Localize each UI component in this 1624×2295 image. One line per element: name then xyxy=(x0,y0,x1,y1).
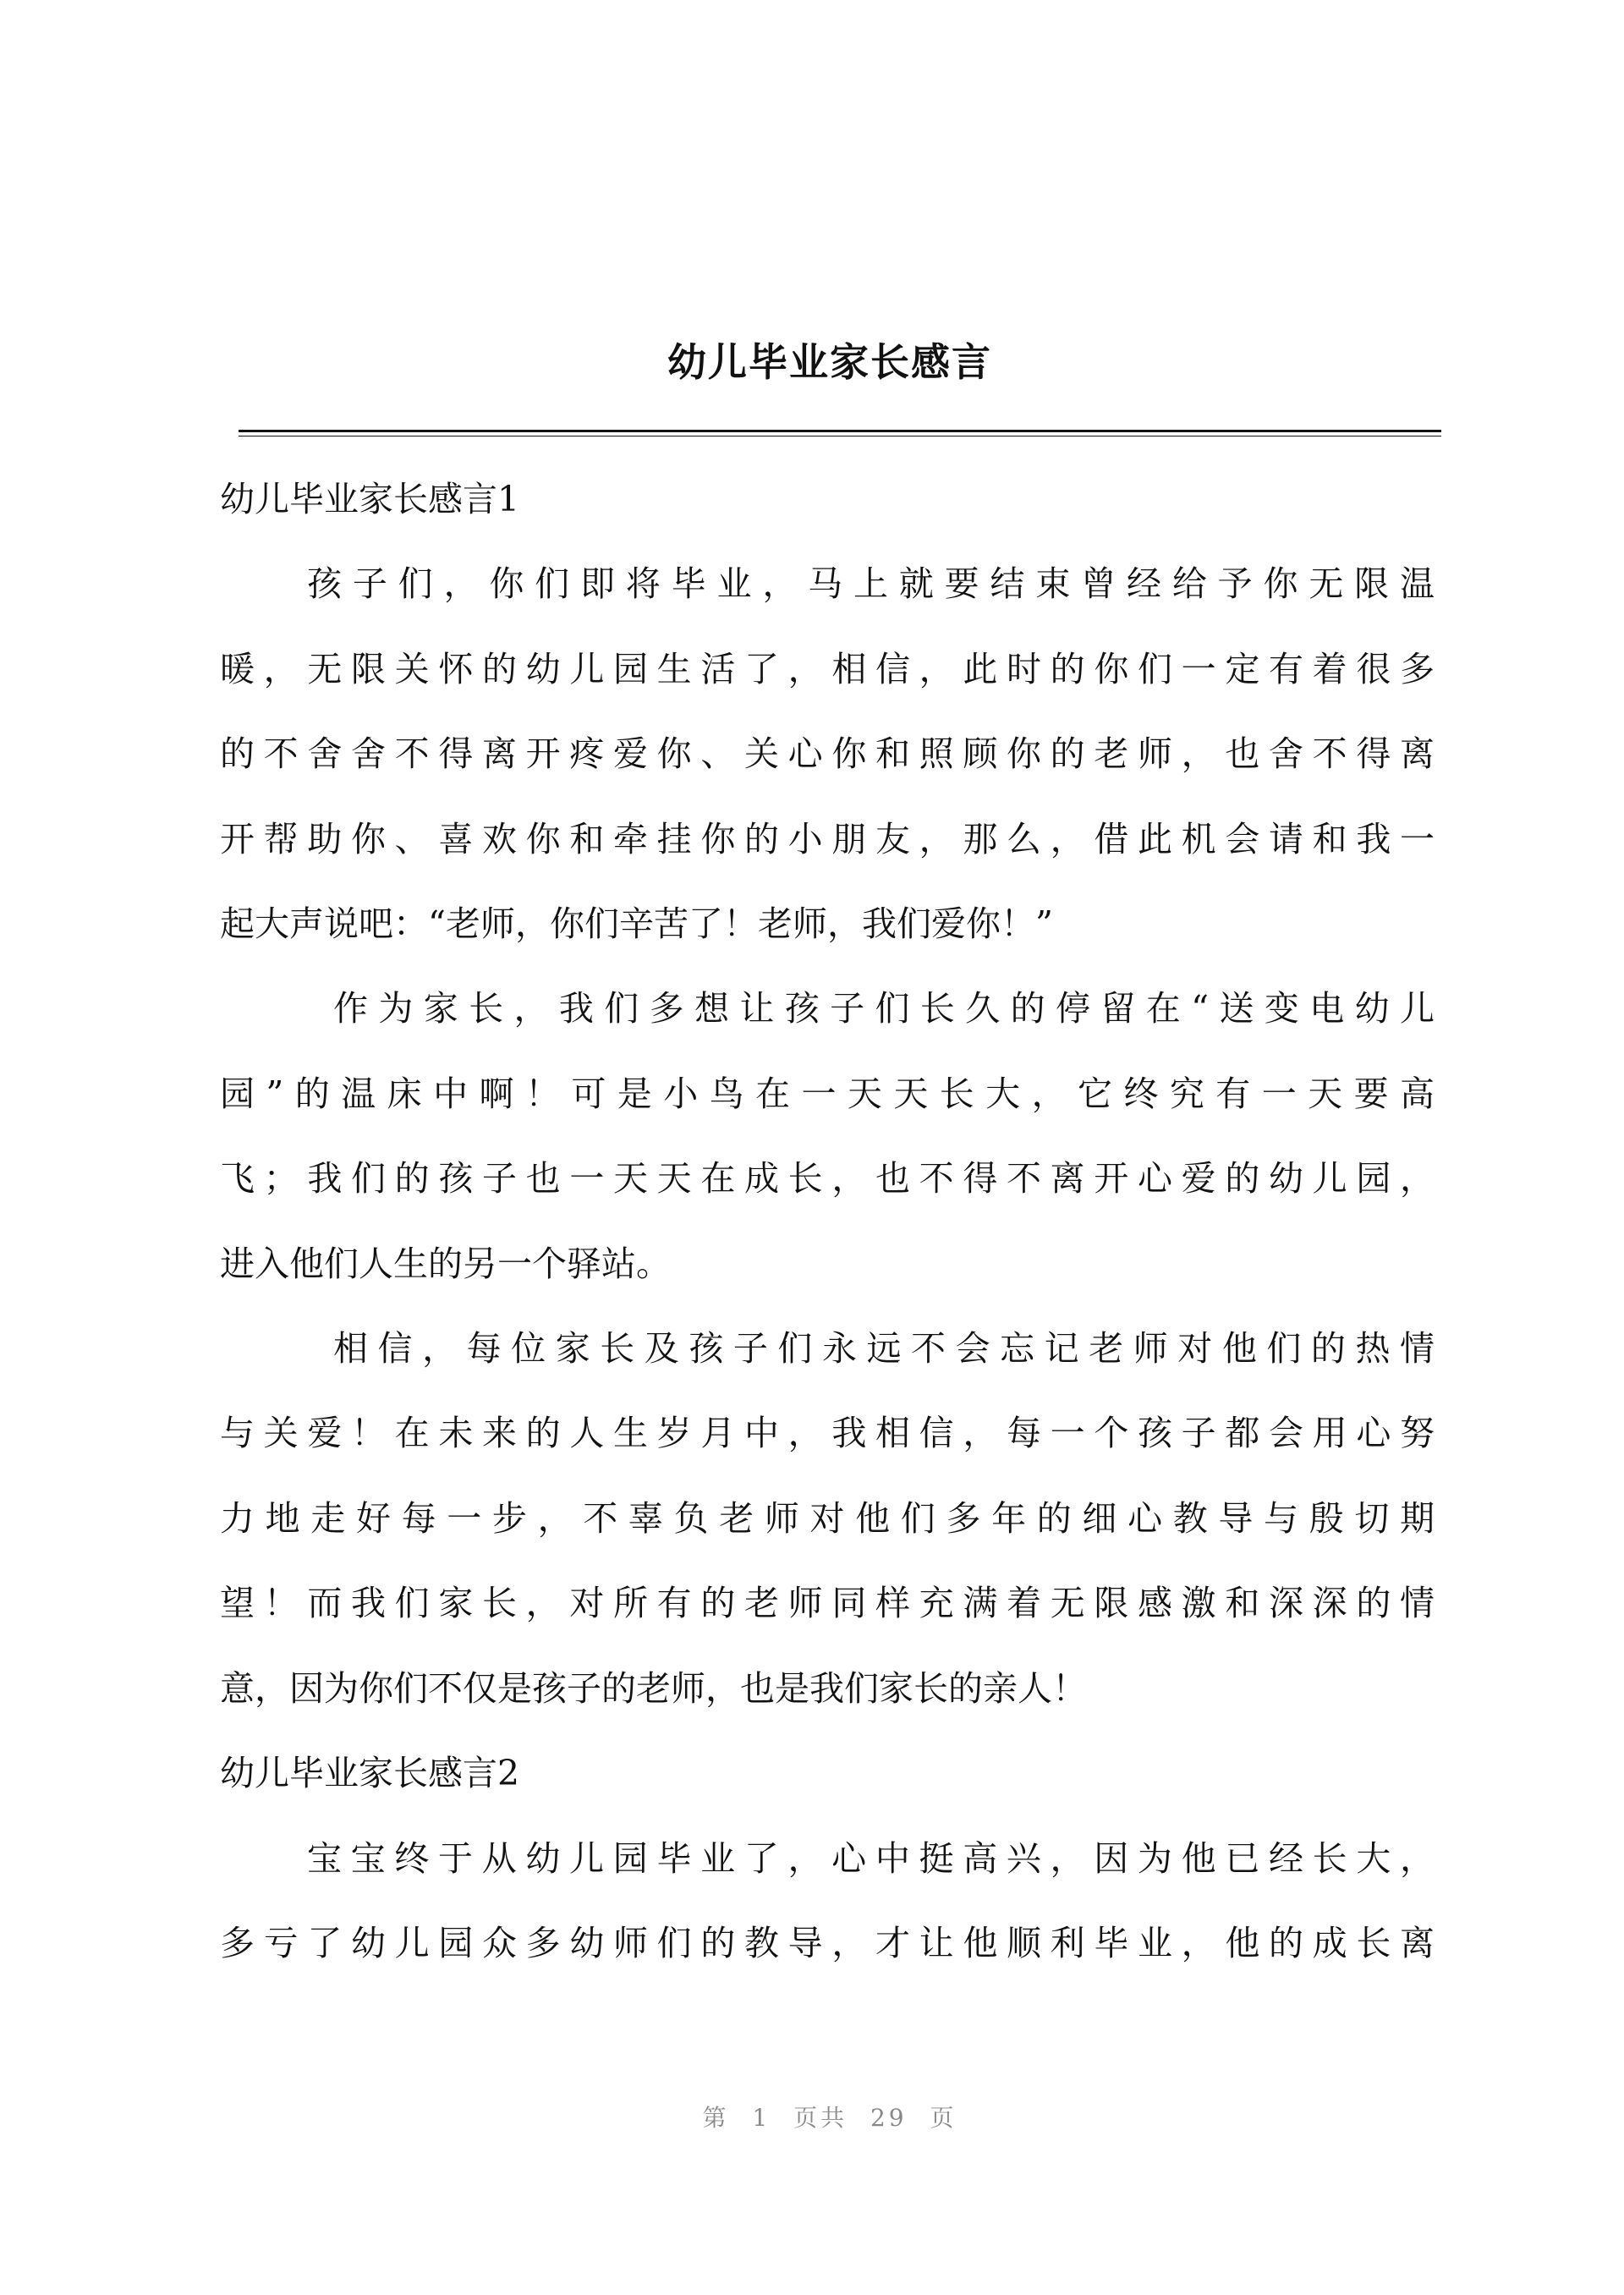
paragraph-line: 的不舍舍不得离开疼爱你、关心你和照顾你的老师，也舍不得离 xyxy=(220,733,1435,775)
paragraph-line: 宝宝终于从幼儿园毕业了，心中挺高兴，因为他已经长大， xyxy=(307,1837,1435,1879)
document-body xyxy=(220,457,1435,1985)
paragraph-line: 暖，无限关怀的幼儿园生活了，相信，此时的你们一定有着很多 xyxy=(220,648,1435,689)
paragraph-line: 开帮助你、喜欢你和牵挂你的小朋友，那么，借此机会请和我一 xyxy=(220,818,1435,859)
paragraph-line: 飞；我们的孩子也一天天在成长，也不得不离开心爱的幼儿园， xyxy=(220,1158,1435,1200)
section-heading: 幼儿毕业家长感言2 xyxy=(220,1753,520,1794)
paragraph-line: 力地走好每一步，不辜负老师对他们多年的细心教导与殷切期 xyxy=(220,1497,1435,1539)
paragraph-line: 多亏了幼儿园众多幼师们的教导，才让他顺利毕业，他的成长离 xyxy=(220,1922,1435,1963)
paragraph-line: 望！而我们家长，对所有的老师同样充满着无限感激和深深的情 xyxy=(220,1583,1435,1624)
paragraph-line: 进入他们人生的另一个驿站。 xyxy=(220,1243,671,1284)
paragraph-line: 起大声说吧：“老师，你们辛苦了！老师，我们爱你！” xyxy=(220,903,1053,945)
paragraph-line: 园”的温床中啊！可是小鸟在一天天长大，它终究有一天要高 xyxy=(220,1073,1435,1114)
document-title: 幼儿毕业家长感言 xyxy=(667,339,992,385)
paragraph-line: 与关爱！在未来的人生岁月中，我相信，每一个孩子都会用心努 xyxy=(220,1413,1435,1454)
paragraph-line: 孩子们，你们即将毕业，马上就要结束曾经给予你无限温 xyxy=(307,563,1435,605)
section-heading: 幼儿毕业家长感言1 xyxy=(220,479,520,519)
page-number-footer: 第 1 页共 29 页 xyxy=(702,2104,957,2132)
paragraph-line: 作为家长，我们多想让孩子们长久的停留在“送变电幼儿 xyxy=(333,988,1435,1029)
title-divider xyxy=(239,430,1441,436)
paragraph-line: 相信，每位家长及孩子们永远不会忘记老师对他们的热情 xyxy=(333,1328,1435,1370)
paragraph-line: 意，因为你们不仅是孩子的老师，也是我们家长的亲人！ xyxy=(220,1667,1087,1709)
